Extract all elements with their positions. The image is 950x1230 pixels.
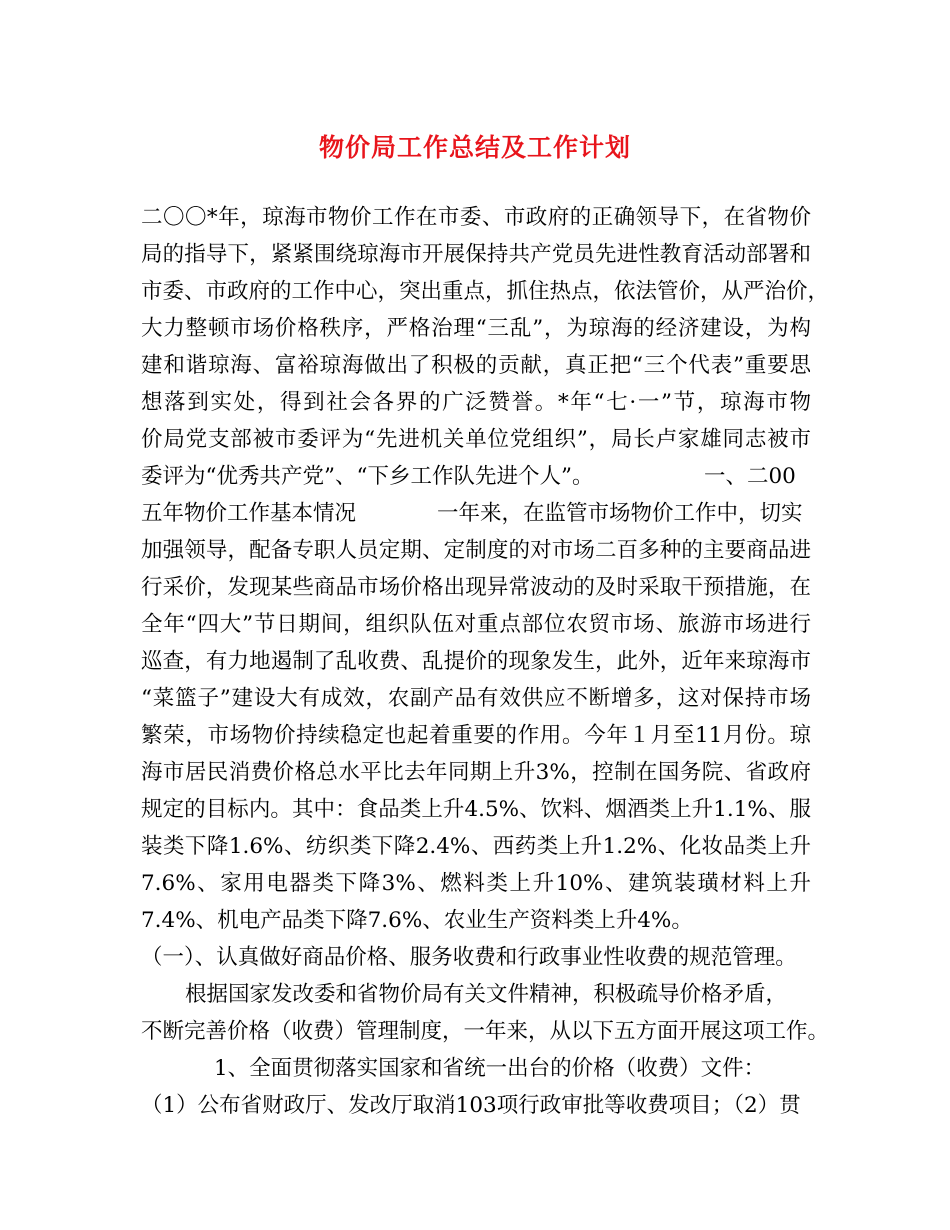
body-line: 装类下降1.6%、纺织类下降2.4%、西药类上升1.2%、化妆品类上升 [141,834,811,859]
body-line: “菜篮子”建设大有成效，农副产品有效供应不断增多，这对保持市场 [141,686,811,711]
body-line: 海市居民消费价格总水平比去年同期上升3%，控制在国务院、省政府 [141,760,811,785]
body-line: 一年来，在监管市场物价工作中，切实 [437,501,803,526]
body-line: 根据国家发改委和省物价局有关文件精神，积极疏导价格矛盾， [185,982,788,1007]
body-line: 二〇〇*年，琼海市物价工作在市委、市政府的正确领导下，在省物价 [141,205,811,230]
body-line: 建和谐琼海、富裕琼海做出了积极的贡献，真正把“三个代表”重要思 [141,353,811,378]
section-heading-end: 五年物价工作基本情况 [141,501,357,526]
subsection-heading: （一）、认真做好商品价格、服务收费和行政事业性收费的规范管理。 [141,945,797,970]
body-line: 想落到实处，得到社会各界的广泛赞誉。*年“七·一”节，琼海市物 [141,390,811,415]
body-line: 7.6%、家用电器类下降3%、燃料类上升10%、建筑装璜材料上升 [141,871,811,896]
body-line: 7.4%、机电产品类下降7.6%、农业生产资料类上升4%。 [141,908,693,933]
body-line: 加强领导，配备专职人员定期、定制度的对市场二百多种的主要商品进 [141,538,811,563]
body-line: 市委、市政府的工作中心，突出重点，抓住热点，依法管价，从严治价， [141,279,830,304]
body-line: 规定的目标内。其中：食品类上升4.5%、饮料、烟酒类上升1.1%、服 [141,797,811,822]
document-title: 物价局工作总结及工作计划 [318,133,631,162]
body-line: 全年“四大”节日期间，组织队伍对重点部位农贸市场、旅游市场进行 [141,612,811,637]
body-line: 不断完善价格（收费）管理制度，一年来，从以下五方面开展这项工作。 [141,1019,830,1044]
body-line: 委评为“优秀共产党”、“下乡工作队先进个人”。 [141,464,594,489]
body-line: （1）公布省财政厅、发改厅取消103项行政审批等收费项目；（2）贯 [141,1093,801,1118]
body-line: 行采价，发现某些商品市场价格出现异常波动的及时采取干预措施，在 [141,575,811,600]
body-line: 局的指导下，紧紧围绕琼海市开展保持共产党员先进性教育活动部署和 [141,242,811,267]
body-line: 巡查，有力地遏制了乱收费、乱提价的现象发生，此外，近年来琼海市 [141,649,811,674]
body-line: 繁荣，市场物价持续稳定也起着重要的作用。今年１月至11月份。琼 [141,723,811,748]
body-line: 大力整顿市场价格秩序，严格治理“三乱”，为琼海的经济建设，为构 [141,316,811,341]
body-line: 价局党支部被市委评为“先进机关单位党组织”，局长卢家雄同志被市 [141,427,811,452]
list-heading: 1、全面贯彻落实国家和省统一出台的价格（收费）文件： [214,1056,766,1081]
section-heading-start: 一、二00 [704,464,796,489]
